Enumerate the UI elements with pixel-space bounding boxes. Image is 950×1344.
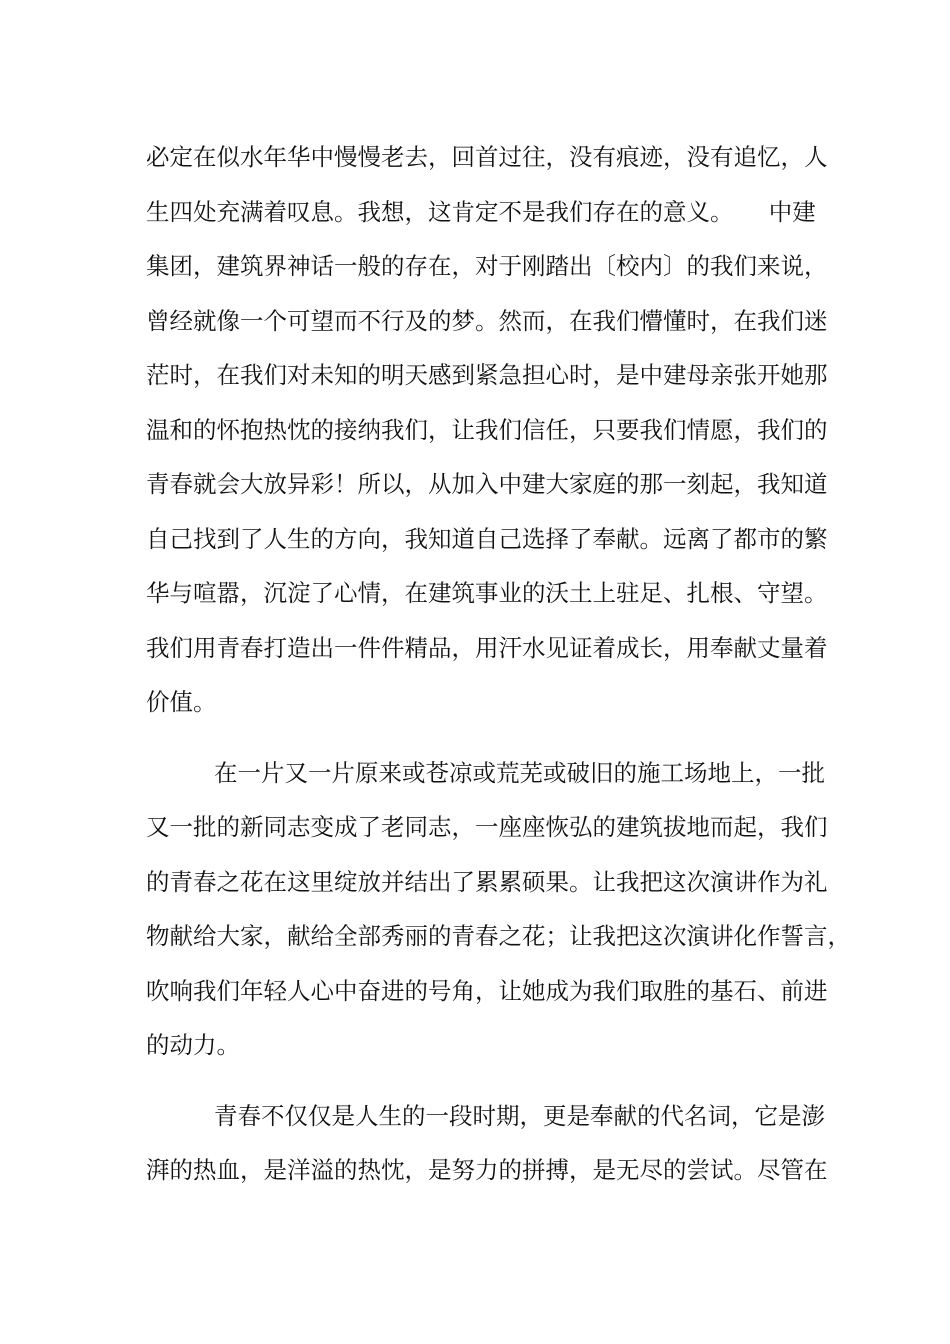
paragraph-1 (146, 130, 828, 730)
text-line: 湃的热血，是洋溢的热忱，是努力的拼搏，是无尽的尝试。尽管在 (146, 1156, 828, 1184)
text-line: 温和的怀抱热忱的接纳我们，让我们信任，只要我们情愿，我们的 (146, 415, 828, 444)
text-line: 吹响我们年轻人心中奋进的号角，让她成为我们取胜的基石、前进 (146, 976, 828, 1005)
text-line: 物献给大家，献给全部秀丽的青春之花；让我把这次演讲化作誓言， (146, 922, 851, 950)
body-text (146, 130, 851, 1198)
text-line: 又一批的新同志变成了老同志，一座座恢弘的建筑拔地而起，我们 (146, 813, 828, 841)
paragraph-spacer (146, 1073, 806, 1089)
text-line: 价值。 (146, 688, 217, 716)
text-line: 集团，建筑界神话一般的存在，对于刚踏出〔校内〕的我们来说， (146, 252, 828, 280)
text-line: 的动力。 (146, 1031, 240, 1059)
text-line: 自己找到了人生的方向，我知道自己选择了奉献。远离了都市的繁 (146, 524, 828, 553)
text-line: 生四处充满着叹息。我想，这肯定不是我们存在的意义。 中建 (146, 197, 816, 226)
text-line: 在一片又一片原来或苍凉或荒芜或破旧的施工场地上，一批 (214, 758, 825, 787)
text-line: 茫时，在我们对未知的明天感到紧急担心时，是中建母亲张开她那 (146, 361, 828, 389)
paragraph-2 (146, 746, 851, 1073)
text-line: 我们用青春打造出一件件精品，用汗水见证着成长，用奉献丈量着 (146, 633, 828, 662)
text-line: 曾经就像一个可望而不行及的梦。然而，在我们懵懂时，在我们迷 (146, 306, 828, 335)
text-line: 青春就会大放异彩！所以，从加入中建大家庭的那一刻起，我知道 (146, 470, 828, 498)
paragraph-3 (146, 1089, 828, 1198)
text-line: 必定在似水年华中慢慢老去，回首过往，没有痕迹，没有追忆，人 (146, 143, 828, 171)
text-line: 华与喧嚣，沉淀了心情，在建筑事业的沃土上驻足、扎根、守望。 (146, 579, 828, 607)
text-line: 的青春之花在这里绽放并结出了累累硕果。让我把这次演讲作为礼 (146, 867, 828, 896)
paragraph-spacer (146, 730, 806, 746)
text-line: 青春不仅仅是人生的一段时期，更是奉献的代名词，它是澎 (214, 1101, 825, 1130)
